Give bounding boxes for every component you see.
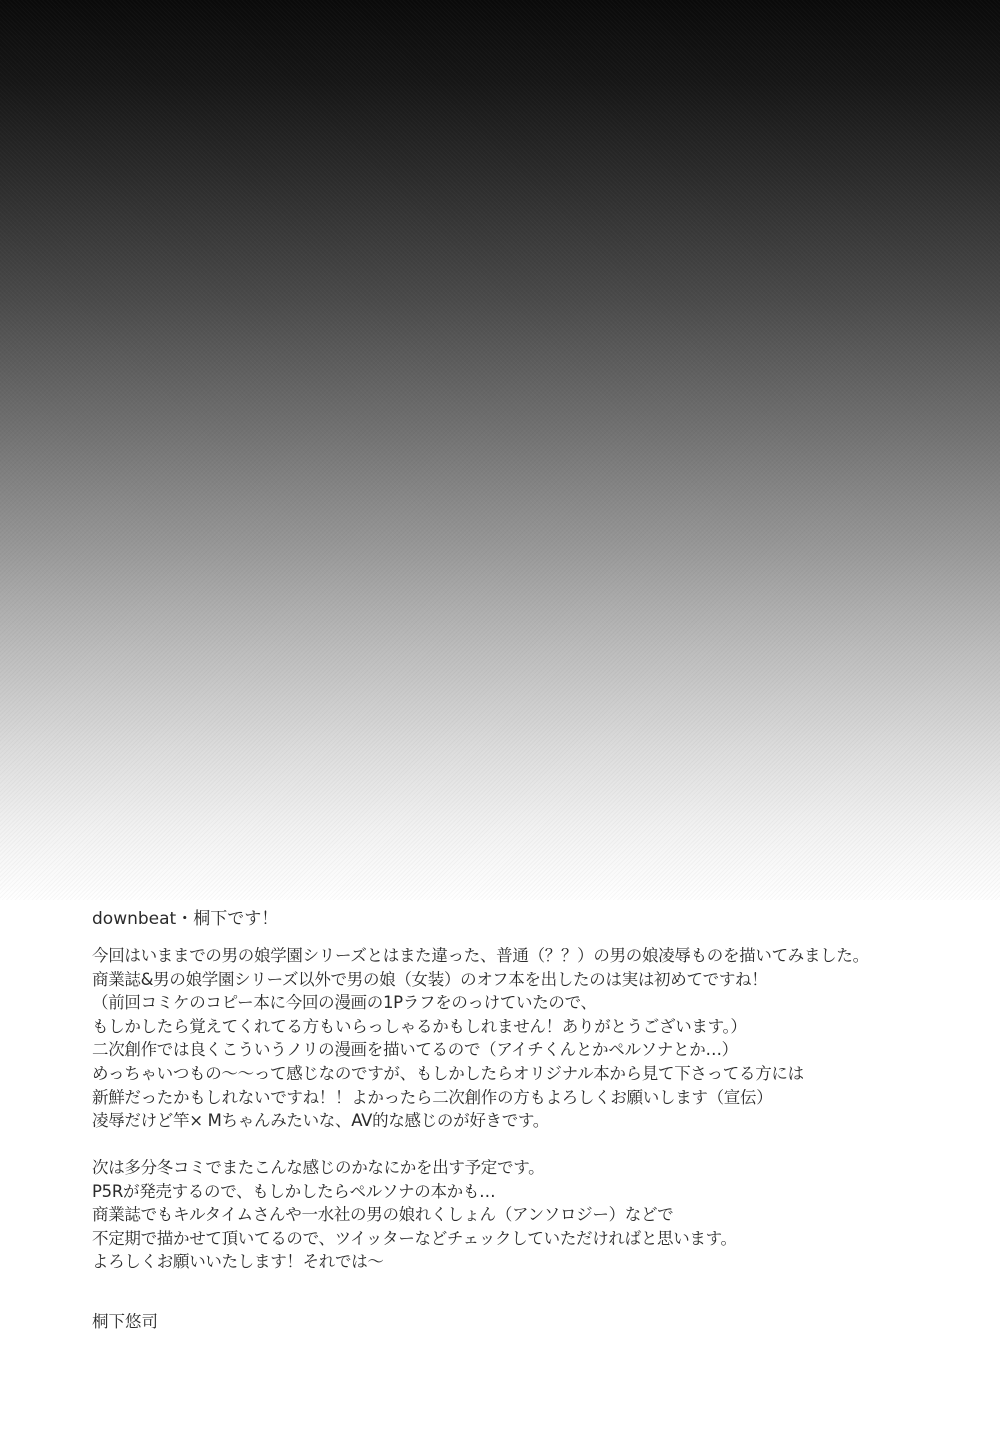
text-line: 凌辱だけど竿× Mちゃんみたいな、AV的な感じのが好きです。 (92, 1111, 550, 1131)
text-line: 二次創作では良くこういうノリの漫画を描いてるので（アイチくんとかペルソナとか…） (92, 1040, 738, 1060)
author-signature: 桐下悠司 (92, 1312, 158, 1331)
text-line: めっちゃいつもの〜〜って感じなのですが、もしかしたらオリジナル本から見て下さってる方には (92, 1063, 804, 1083)
afterword-paragraph-1 (92, 944, 869, 1133)
text-line: 次は多分冬コミでまたこんな感じのかなにかを出す予定です。 (92, 1158, 545, 1177)
text-line: もしかしたら覚えてくれてる方もいらっしゃるかもしれません！ありがとうございます。） (92, 1016, 747, 1036)
text-line: 商業誌でもキルタイムさんや一水社の男の娘れくしょん（アンソロジー）などで (92, 1205, 674, 1225)
text-line: 新鮮だったかもしれないですね！！よかったら二次創作の方もよろしくお願いします（宣伝） (92, 1087, 773, 1107)
text-line: 不定期で描かせて頂いてるので、ツイッターなどチェックしていただければと思います。 (92, 1228, 737, 1248)
afterword-paragraph-2 (92, 1156, 737, 1274)
text-line: P5Rが発売するので、もしかしたらペルソナの本かも… (92, 1181, 496, 1201)
afterword-heading: downbeat・桐下です！ (92, 909, 279, 929)
text-line: （前回コミケのコピー本に今回の漫画の1Pラフをのっけていたので、 (92, 993, 597, 1013)
text-line: よろしくお願いいたします！それでは〜 (92, 1252, 384, 1272)
text-line: 今回はいままでの男の娘学園シリーズとはまた違った、普通（？？）の男の娘凌辱ものを描いてみました。 (92, 946, 869, 965)
text-line: 商業誌&男の娘学園シリーズ以外で男の娘（女装）のオフ本を出したのは実は初めてですね！ (92, 969, 768, 989)
